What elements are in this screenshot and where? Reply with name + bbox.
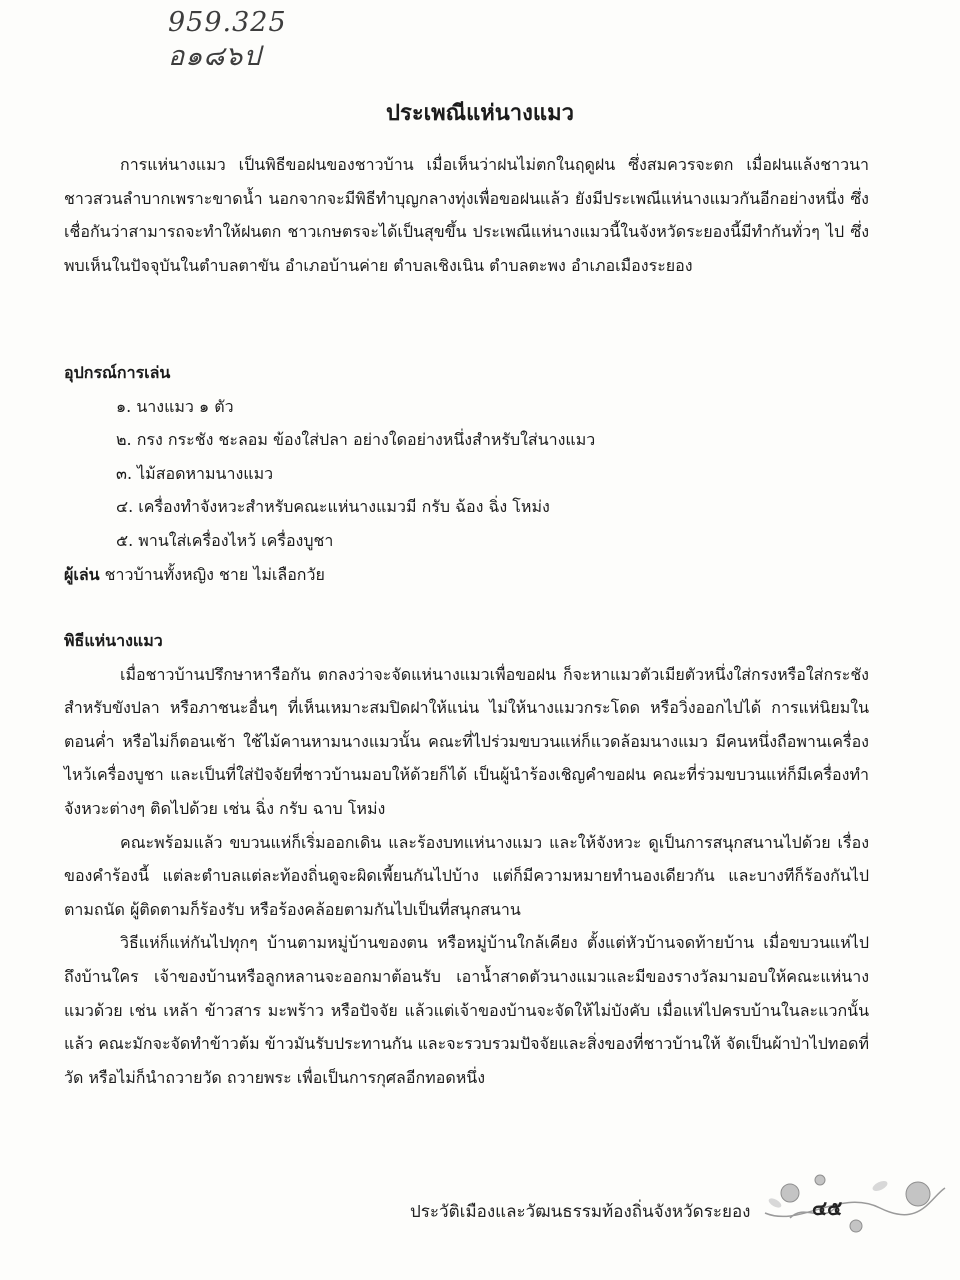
handwritten-line-1: 959.325	[168, 7, 287, 38]
ceremony-paragraph: เมื่อชาวบ้านปรึกษาหารือกัน ตกลงว่าจะจัดแห่นางแมวเพื่อขอฝน ก็จะหาแมวตัวเมียตัวหนึ่งใส่กรงหรือใส่กระชังสำหรับขังปลา หรือภาชนะอื่นๆ ที่เห็นเหมาะสมปิดฝาให้แน่น ไม่ให้นางแมวกระโดด หรือวิ่งออกไปได้ การแห่นิยมในตอนค่ำ หรือไม่ก็ตอนเช้า ใช้ไม้คานหามนางแมวนั้น คณะที่ไปร่วมขบวนแห่ก็แวดล้อมนางแมว มีคนหนึ่งถือพานเครื่องไหว้เครื่องบูชา และเป็นที่ใส่ปัจจัยที่ชาวบ้านมอบให้ด้วยก็ได้ เป็นผู้นำร้องเชิญคำขอฝน คณะที่ร่วมขบวนแห่ก็มีเครื่องทำจังหวะต่างๆ ติดไปด้วย เช่น ฉิ่ง กรับ ฉาบ โหม่ง	[64, 664, 869, 818]
ceremony-section	[64, 624, 869, 1094]
players-text: ชาวบ้านทั้งหญิง ชาย ไม่เลือกวัย	[99, 564, 325, 584]
players-label: ผู้เล่น	[64, 564, 100, 584]
flower-icon	[906, 1182, 930, 1206]
equipment-item: ๓. ไม้สอดหามนางแมว	[116, 463, 274, 483]
equipment-item: ๔. เครื่องทำจังหวะสำหรับคณะแห่นางแมวมี กรับ ฉ้อง ฉิ่ง โหม่ง	[116, 497, 550, 517]
intro-paragraph: การแห่นางแมว เป็นพิธีขอฝนของชาวบ้าน เมื่อเห็นว่าฝนไม่ตกในฤดูฝน ซึ่งสมควรจะตก เมื่อฝนแล้งชาวนา ชาวสวนลำบากเพราะขาดน้ำ นอกจากจะมีพิธีทำบุญกลางทุ่งเพื่อขอฝนแล้ว ยังมีประเพณีแห่นางแมวกันอีกอย่างหนึ่ง ซึ่งเชื่อกันว่าสามารถจะทำให้ฝนตก ชาวเกษตรจะได้เป็นสุขขึ้น ประเพณีแห่นางแมวนี้ในจังหวัดระยองนี้มีทำกันทั่วๆ ไป ซึ่งพบเห็นในปัจจุบันในตำบลตาขัน อำเภอบ้านค่าย ตำบลเชิงเนิน ตำบลตะพง อำเภอเมืองระยอง	[64, 155, 869, 275]
intro-section	[64, 148, 869, 282]
flower-icon	[850, 1220, 862, 1232]
ceremony-paragraph: คณะพร้อมแล้ว ขบวนแห่ก็เริ่มออกเดิน และร้องบทแห่นางแมว และให้จังหวะ ดูเป็นการสนุกสนานไปด้วย เรื่องของคำร้องนี้ แต่ละตำบลแต่ละท้องถิ่นดูจะผิดเพี้ยนกันไปบ้าง แต่ก็มีความหมายทำนองเดียวกัน และบางทีก็ร้องกันไปตามถนัด ผู้ติดตามก็ร้องรับ หรือร้องคล้อยตามกันไปเป็นที่สนุกสนาน	[64, 832, 869, 919]
equipment-item: ๑. นางแมว ๑ ตัว	[116, 396, 234, 416]
ceremony-heading: พิธีแห่นางแมว	[64, 631, 163, 650]
equipment-heading: อุปกรณ์การเล่น	[64, 363, 171, 382]
equipment-item: ๒. กรง กระชัง ชะลอม ข้องใส่ปลา อย่างใดอย่างหนึ่งสำหรับใส่นางแมว	[116, 430, 596, 450]
players-line	[64, 558, 869, 592]
page-title: ประเพณีแห่นางแมว	[386, 100, 574, 126]
flower-icon	[815, 1175, 825, 1185]
floral-ornament	[760, 1168, 950, 1238]
page-number: ๔๕	[812, 1196, 843, 1220]
ceremony-paragraph: วิธีแห่ก็แห่กันไปทุกๆ บ้านตามหมู่บ้านของตน หรือหมู่บ้านใกล้เคียง ตั้งแต่หัวบ้านจดท้ายบ้าน เมื่อขบวนแห่ไปถึงบ้านใคร เจ้าของบ้านหรือลูกหลานจะออกมาต้อนรับ เอาน้ำสาดตัวนางแมวและมีของรางวัลมามอบให้คณะแห่นางแมวด้วย เช่น เหล้า ข้าวสาร มะพร้าว หรือปัจจัย แล้วแต่เจ้าของบ้านจะจัดให้ไม่บังคับ เมื่อแห่ไปครบบ้านในละแวกนั้นแล้ว คณะมักจะจัดทำข้าวต้ม ข้าวมันรับประทานกัน และจะรวบรวมปัจจัยและสิ่งของที่ชาวบ้านให้ จัดเป็นผ้าป่าไปทอดที่วัด หรือไม่ก็นำถวายวัด ถวายพระ เพื่อเป็นการกุศลอีกทอดหนึ่ง	[64, 933, 869, 1087]
equipment-section	[64, 356, 869, 591]
handwritten-line-2: อ๑๘๖ป	[168, 41, 262, 72]
flower-icon	[781, 1184, 799, 1202]
footer-book-title: ประวัติเมืองและวัฒนธรรมท้องถิ่นจังหวัดระยอง	[410, 1202, 751, 1222]
handwritten-call-number	[168, 6, 287, 74]
leaf-icon	[767, 1196, 783, 1209]
leaf-icon	[871, 1179, 889, 1193]
equipment-item: ๕. พานใส่เครื่องไหว้ เครื่องบูชา	[116, 530, 334, 550]
